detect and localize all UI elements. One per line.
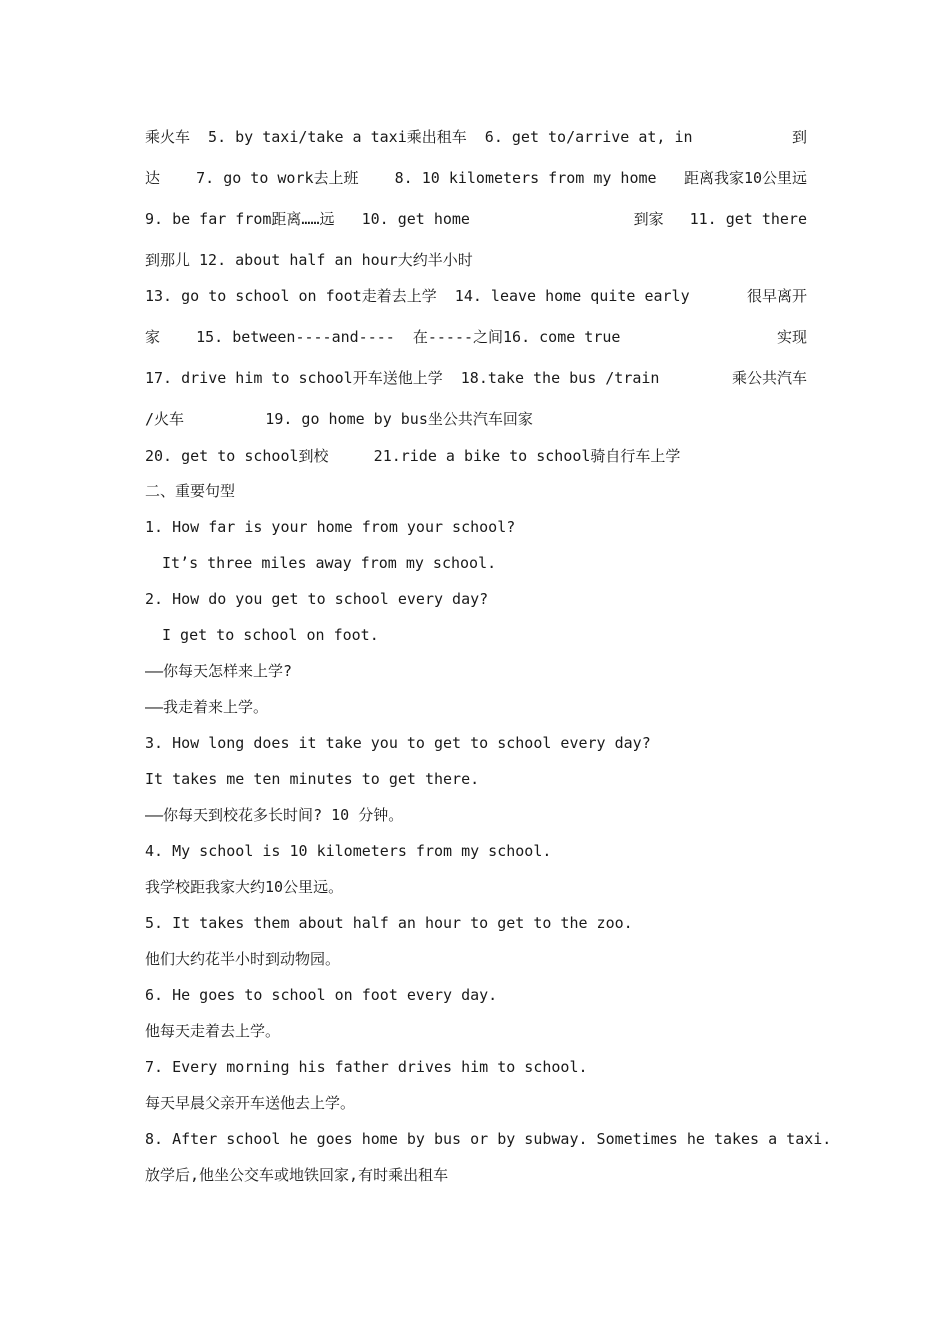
vocab-text: 实现	[776, 328, 807, 346]
sentence-8: 8. After school he goes home by bus or by subway. Sometimes he takes a taxi.	[145, 1130, 832, 1148]
vocab-text: 9. be far from距离……远 10. get home	[145, 210, 470, 228]
sentence-2-translation-q: ——你每天怎样来上学?	[145, 662, 293, 680]
vocab-text: 家 15. between----and---- 在-----之间16. come true	[145, 328, 621, 346]
section-title: 二、重要句型	[145, 482, 236, 500]
sentence-5-translation: 他们大约花半小时到动物园。	[145, 950, 341, 968]
vocab-line-6	[145, 327, 807, 347]
sentence-1: 1. How far is your home from your school?	[145, 518, 516, 536]
sentence-8-translation: 放学后,他坐公交车或地铁回家,有时乘出租车	[145, 1166, 449, 1184]
sentence-5: 5. It takes them about half an hour to get to the zoo.	[145, 914, 633, 932]
vocab-text: 11. get there	[689, 210, 807, 228]
sentence-3: 3. How long does it take you to get to school every day?	[145, 734, 651, 752]
sentence-3-answer: It takes me ten minutes to get there.	[145, 770, 480, 788]
vocab-text: 13. go to school on foot走着去上学 14. leave home quite early	[145, 287, 690, 305]
vocab-line-5	[145, 286, 807, 306]
sentence-6: 6. He goes to school on foot every day.	[145, 986, 498, 1004]
vocab-text: 乘火车 5. by taxi/take a taxi乘出租车 6. get to/arrive at, in	[145, 128, 693, 146]
vocab-text: 乘公共汽车	[731, 369, 807, 387]
sentence-2-answer: I get to school on foot.	[162, 626, 379, 644]
sentence-7-translation: 每天早晨父亲开车送他去上学。	[145, 1094, 356, 1112]
vocab-text: 17. drive him to school开车送他上学 18.take the bus /train	[145, 369, 660, 387]
vocab-line-2	[145, 168, 807, 188]
sentence-4-translation: 我学校距我家大约10公里远。	[145, 878, 344, 896]
vocab-text: 达 7. go to work去上班 8. 10 kilometers from my home	[145, 169, 657, 187]
vocab-line-3	[145, 209, 807, 229]
vocab-line-8: /火车 19. go home by bus坐公共汽车回家	[145, 410, 533, 428]
sentence-6-translation: 他每天走着去上学。	[145, 1022, 281, 1040]
vocab-line-4: 到那儿 12. about half an hour大约半小时	[145, 251, 473, 269]
sentence-7: 7. Every morning his father drives him to school.	[145, 1058, 588, 1076]
sentence-1-answer: It’s three miles away from my school.	[162, 554, 497, 572]
sentence-2-translation-a: ——我走着来上学。	[145, 698, 269, 716]
vocab-text: 很早离开	[746, 287, 807, 305]
sentence-3-translation: ——你每天到校花多长时间? 10 分钟。	[145, 806, 404, 824]
vocab-text: 到	[791, 128, 807, 146]
vocab-text: 到家	[633, 210, 664, 228]
sentence-2: 2. How do you get to school every day?	[145, 590, 489, 608]
vocab-line-1	[145, 127, 807, 147]
sentence-4: 4. My school is 10 kilometers from my school.	[145, 842, 552, 860]
vocab-line-9: 20. get to school到校 21.ride a bike to school骑自行车上学	[145, 447, 681, 465]
vocab-text: 距离我家10公里远	[683, 169, 807, 187]
vocab-line-7	[145, 368, 807, 388]
